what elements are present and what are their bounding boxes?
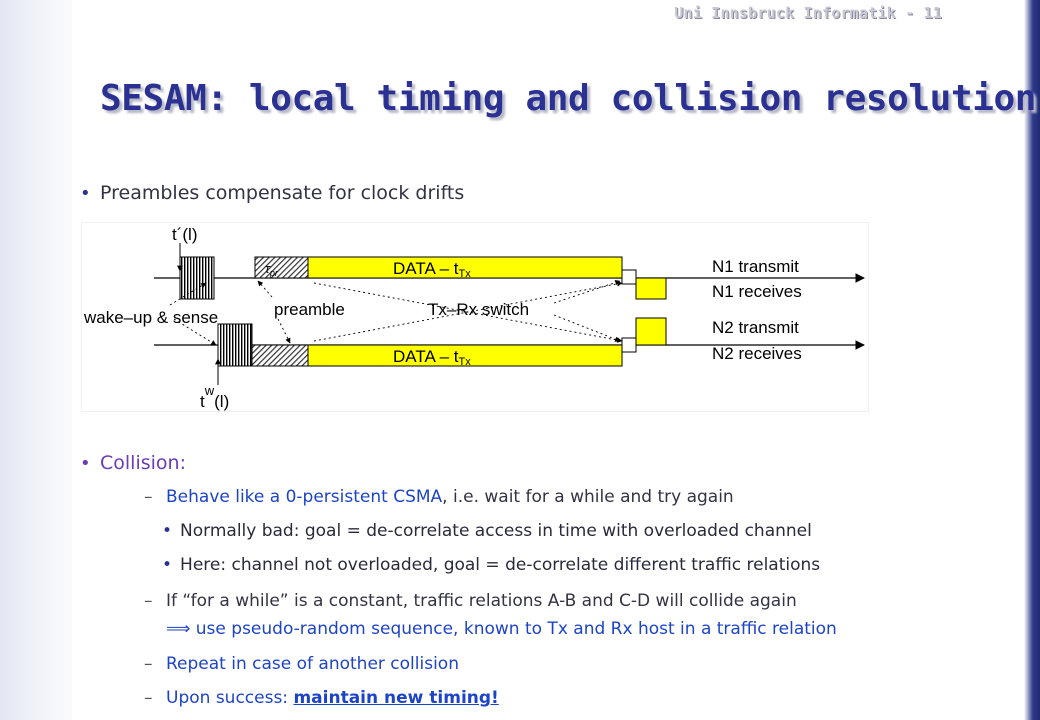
- bullet-preambles: [80, 182, 464, 204]
- repeat-text: Repeat in case of another collision: [166, 654, 459, 674]
- n2-transmit-label: N2 transmit: [712, 318, 799, 337]
- slide-title: SESAM: local timing and collision resolution: [100, 78, 1037, 119]
- bullet-collision-text: Collision:: [100, 452, 186, 474]
- left-decoration-band: [0, 0, 72, 720]
- implies-arrow-icon: ⟹: [166, 619, 191, 639]
- subitem-here: [162, 555, 820, 575]
- switch-square-n1: [622, 270, 636, 284]
- tau-label: $\tau_{pr}$: [265, 261, 278, 278]
- transmit-block-n2: [636, 318, 666, 345]
- timing-diagram: [82, 223, 868, 411]
- preamble-block-n1: [255, 257, 308, 278]
- sub-bullet-dot: •: [162, 521, 173, 541]
- data-label-n2: DATA – tTx: [393, 347, 471, 368]
- item-upon: [144, 688, 499, 708]
- maintain-timing-link[interactable]: maintain new timing!: [293, 688, 499, 708]
- item-pseudo: [166, 619, 837, 639]
- arrow-switch-n1: [554, 281, 620, 303]
- switch-square-n2: [622, 338, 636, 352]
- n1-transmit-label: N1 transmit: [712, 257, 799, 276]
- dash-marker: –: [144, 591, 153, 611]
- dash-marker: –: [144, 688, 153, 708]
- n2-receives-label: N2 receives: [712, 344, 802, 363]
- behave-highlight: Behave like a 0-persistent CSMA: [166, 487, 443, 507]
- item-if: [144, 591, 797, 611]
- sub-bullet-dot: •: [162, 555, 173, 575]
- pseudo-text: use pseudo-random sequence, known to Tx and Rx host in a traffic relation: [195, 619, 837, 639]
- bullet-collision: [80, 452, 186, 474]
- n1-receives-label: N1 receives: [712, 282, 802, 301]
- preamble-label: preamble: [274, 300, 345, 319]
- item-behave: [144, 487, 734, 507]
- bullet-dot: •: [80, 182, 91, 204]
- if-text: If “for a while” is a constant, traffic relations A-B and C-D will collide again: [166, 591, 797, 611]
- arrow-switch-n2: [554, 315, 620, 341]
- upon-text: Upon success:: [166, 688, 294, 708]
- wakeup-label: wake–up & sense: [84, 308, 219, 327]
- wakeup-block-n2: [218, 324, 252, 366]
- item-repeat: [144, 654, 459, 674]
- normally-bad-text: Normally bad: goal = de-correlate access in time with overloaded channel: [180, 521, 812, 541]
- arrow-preamble-n2: [278, 319, 290, 343]
- t-prime-label: t´(l): [172, 225, 198, 244]
- timing-diagram-frame: [82, 223, 868, 411]
- receive-block-n1: [636, 278, 666, 299]
- page-header: Uni Innsbruck Informatik - 11: [674, 4, 942, 22]
- preamble-block-n2: [252, 345, 308, 366]
- wakeup-block-n1: [180, 257, 214, 299]
- data-label-n1: DATA – tTx: [393, 259, 471, 280]
- here-text: Here: channel not overloaded, goal = de-correlate different traffic relations: [180, 555, 821, 575]
- bullet-preambles-text: Preambles compensate for clock drifts: [100, 182, 465, 204]
- t-w-label: $t^w(l)$: [200, 383, 230, 411]
- bullet-dot: •: [80, 452, 91, 474]
- behave-rest: , i.e. wait for a while and try again: [442, 487, 734, 507]
- switch-label: Tx–Rx switch: [428, 300, 530, 319]
- subitem-normally-bad: [162, 521, 812, 541]
- arrow-preamble-n1: [258, 281, 272, 297]
- dash-marker: –: [144, 654, 153, 674]
- dash-marker: –: [144, 487, 153, 507]
